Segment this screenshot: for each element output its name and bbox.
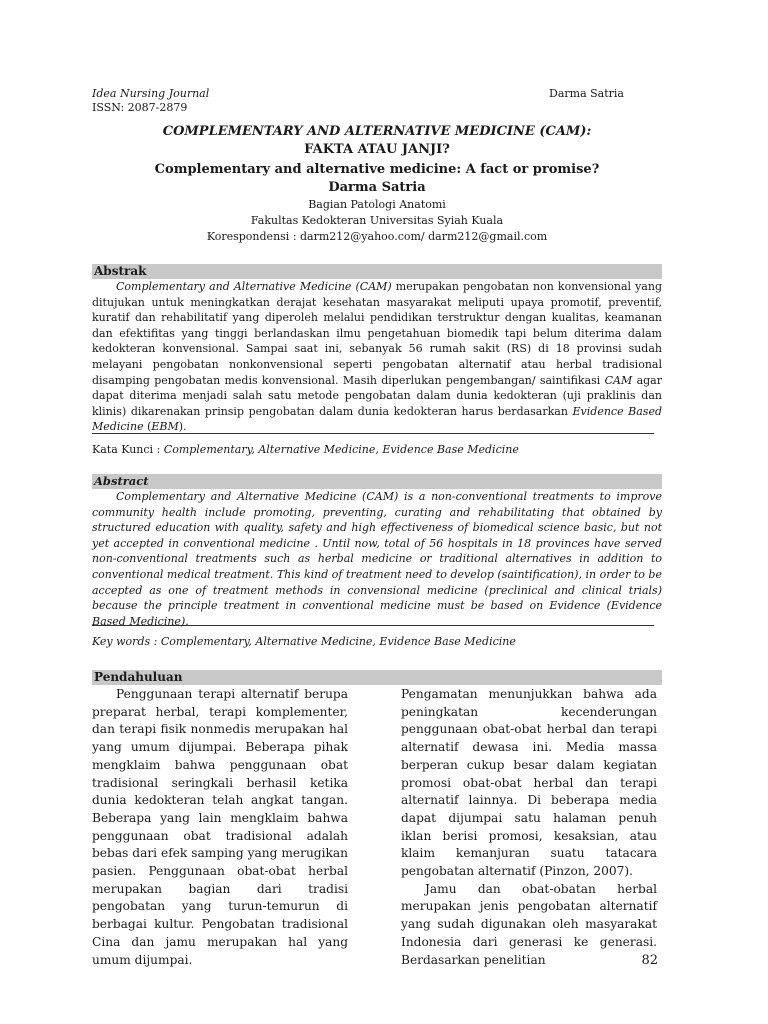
right-paragraph-1: Pengamatan menunjukkan bahwa ada peningkatan kecenderungan penggunaan obat-obat herbal dan terapi alternatif dewasa ini. Media massa berperan cukup besar dalam kegiatan promosi obat-obat herbal dan terapi alternatif lainnya. Di beberapa media dapat dijumpai satu halaman penuh iklan berisi promosi, kesaksian, atau klaim kemanjuran suatu tatacara pengobatan alternatif (Pinzon, 2007).: [401, 687, 657, 879]
abstract-text: Complementary and Alternative Medicine (CAM) is a non-conventional treatments to improve community health include promoting, preventing, curating and rehabilitating that obtained by structured education with quality, safety and high effectiveness of biomedical science basic, but not yet accepted in conventional medicine . Until now, total of 56 hospitals in 18 provinces have served non-conventional treatments such as herbal medicine or traditional alternatives in addition to conventional medical treatment. This kind of treatment need to develop (saintification), in order to be accepted as one of treatment methods in convensional medicine (preclinical and clinical trials) because the principle treatment in conventional medicine must be based on Evidence (Evidence Based Medicine).: [92, 490, 662, 628]
body-column-left: [92, 686, 348, 969]
kata-kunci-values: Complementary, Alternative Medicine, Evidence Base Medicine: [163, 443, 519, 456]
abstrak-divider: [92, 433, 654, 434]
english-title: Complementary and alternative medicine: A fact or promise?: [154, 162, 600, 177]
abstrak-cam-abbr: CAM: [604, 373, 633, 387]
page-number: 82: [641, 953, 658, 968]
body-column-right: [401, 686, 657, 969]
running-header-left: [92, 87, 209, 115]
abstrak-ebm-abbr: EBM: [151, 420, 179, 434]
abstract-body: [92, 489, 662, 629]
kata-kunci: [92, 443, 662, 457]
right-paragraph-2: Jamu dan obat-obatan herbal merupakan jenis pengobatan alternatif yang sudah digunakan oleh masyarakat Indonesia dari generasi ke generasi. Berdasarkan penelitian: [401, 881, 657, 967]
left-paragraph-1: Penggunaan terapi alternatif berupa preparat herbal, terapi komplementer, dan terapi fisik nonmedis merupakan hal yang umum dijumpai. Beberapa pihak mengklaim bahwa penggunaan obat tradisional seringkali berhasil ketika dunia kedokteran telah angkat tangan. Beberapa yang lain mengklaim bahwa penggunaan obat tradisional adalah bebas dari efek samping yang merugikan pasien. Penggunaan obat-obat herbal merupakan bagian dari tradisi pengobatan yang turun-temurun di berbagai kultur. Pengobatan tradisional Cina dan jamu merupakan hal yang umum dijumpai.: [92, 687, 348, 967]
running-header-author: Darma Satria: [549, 87, 624, 100]
abstrak-text-a: merupakan pengobatan non konvensional yang ditujukan untuk meningkatkan derajat kesehatan masyarakat meliputi upaya promotif, preventif, kuratif dan rehabilitatif yang diperoleh melalui pendidikan terstruktur dengan kualitas, keamanan dan efektifitas yang tinggi berlandaskan ilmu pengetahuan biomedik tapi belum diterima dalam kedokteran konvensional. Sampai saat ini, sebanyak 56 rumah sakit (RS) di 18 provinsi sudah melayani pengobatan nonkonvensional seperti pengobatan alternatif atau herbal tradisional disamping pengobatan medis konvensional. Masih diperlukan pengembangan/ saintifikasi: [92, 280, 662, 387]
abstrak-ebm-term: Evidence Based Medicine: [92, 404, 662, 434]
abstrak-heading: Abstrak: [92, 264, 662, 279]
title-line-2: FAKTA ATAU JANJI?: [304, 142, 450, 157]
abstract-heading: Abstract: [92, 474, 662, 489]
kata-kunci-label: Kata Kunci :: [92, 443, 164, 456]
title-line-1: COMPLEMENTARY AND ALTERNATIVE MEDICINE (CAM):: [162, 124, 592, 139]
abstrak-text-b: agar dapat diterima menjadi salah satu metode pengobatan dalam dunia kedokteran (uji praklinis dan klinis) dikarenakan prinsip pengobatan dalam dunia kedokteran harus berdasarkan: [92, 373, 662, 418]
key-words: Key words : Complementary, Alternative Medicine, Evidence Base Medicine: [92, 635, 516, 648]
abstrak-cam-term: Complementary and Alternative Medicine (CAM): [116, 280, 392, 293]
author-name: Darma Satria: [328, 180, 426, 195]
affiliation-faculty: Fakultas Kedokteran Universitas Syiah Kuala: [250, 214, 504, 227]
pendahuluan-heading: Pendahuluan: [92, 670, 662, 685]
abstract-divider: [92, 625, 654, 626]
abstrak-body: [92, 279, 662, 435]
abstrak-paren: (: [143, 420, 152, 434]
issn: ISSN: 2087-2879: [92, 101, 188, 114]
abstrak-end: ).: [178, 420, 187, 434]
title-block: [92, 123, 662, 245]
journal-name: Idea Nursing Journal: [92, 87, 210, 100]
correspondence: Korespondensi : darm212@yahoo.com/ darm212@gmail.com: [206, 230, 548, 243]
affiliation-department: Bagian Patologi Anatomi: [308, 198, 446, 211]
